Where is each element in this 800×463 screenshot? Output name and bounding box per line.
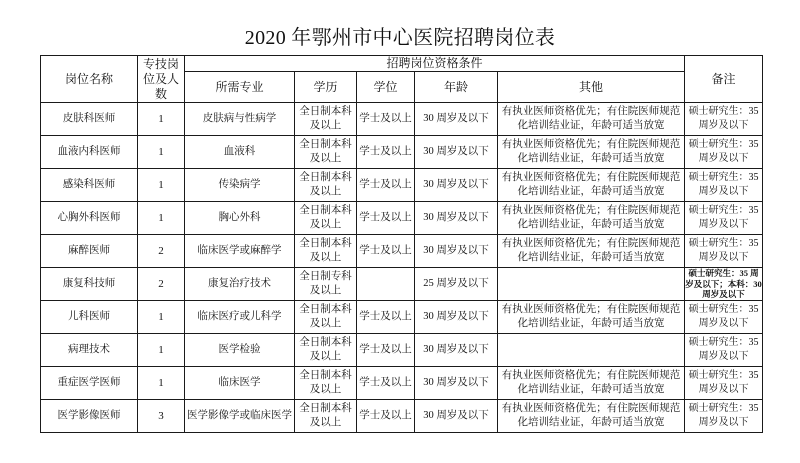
cell-major: 皮肤病与性病学 [185, 103, 295, 136]
cell-count: 1 [138, 202, 185, 235]
cell-education: 全日制本科及以上 [295, 334, 357, 367]
cell-other: 有执业医师资格优先；有住院医师规范化培训结业证，年龄可适当放宽 [498, 400, 685, 433]
header-degree: 学位 [357, 72, 415, 103]
cell-position: 心胸外科医师 [41, 202, 138, 235]
table-row [41, 400, 763, 433]
cell-age: 30 周岁及以下 [415, 334, 498, 367]
cell-count: 1 [138, 103, 185, 136]
cell-other: 有执业医师资格优先；有住院医师规范化培训结业证，年龄可适当放宽 [498, 103, 685, 136]
cell-other: 有执业医师资格优先；有住院医师规范化培训结业证，年龄可适当放宽 [498, 235, 685, 268]
cell-age: 25 周岁及以下 [415, 268, 498, 301]
cell-other-empty [498, 268, 685, 301]
table-row [41, 334, 763, 367]
recruitment-table [40, 55, 763, 433]
cell-education: 全日制本科及以上 [295, 400, 357, 433]
cell-other: 有执业医师资格优先；有住院医师规范化培训结业证，年龄可适当放宽 [498, 136, 685, 169]
header-conditions: 招聘岗位资格条件 [185, 56, 685, 72]
cell-other: 有执业医师资格优先；有住院医师规范化培训结业证，年龄可适当放宽 [498, 301, 685, 334]
cell-position: 感染科医师 [41, 169, 138, 202]
table-row [41, 103, 763, 136]
cell-degree: 学士及以上 [357, 334, 415, 367]
cell-degree: 学士及以上 [357, 103, 415, 136]
cell-position: 康复科技师 [41, 268, 138, 301]
cell-major: 传染病学 [185, 169, 295, 202]
cell-remark: 硕士研究生：35 周岁及以下 [685, 235, 763, 268]
cell-remark: 硕士研究生：35 周岁及以下 [685, 169, 763, 202]
cell-count: 1 [138, 367, 185, 400]
cell-remark: 硕士研究生：35 周岁及以下 [685, 136, 763, 169]
cell-education: 全日制本科及以上 [295, 103, 357, 136]
cell-degree-empty [357, 268, 415, 301]
header-remark: 备注 [685, 56, 763, 103]
cell-education: 全日制本科及以上 [295, 202, 357, 235]
cell-major: 医学影像学或临床医学 [185, 400, 295, 433]
cell-age: 30 周岁及以下 [415, 301, 498, 334]
cell-other: 有执业医师资格优先；有住院医师规范化培训结业证，年龄可适当放宽 [498, 367, 685, 400]
cell-remark: 硕士研究生：35 周岁及以下 [685, 202, 763, 235]
cell-major: 血液科 [185, 136, 295, 169]
cell-degree: 学士及以上 [357, 136, 415, 169]
cell-count: 3 [138, 400, 185, 433]
header-count: 专技岗位及人数 [138, 56, 185, 103]
table-row [41, 268, 763, 301]
cell-major: 胸心外科 [185, 202, 295, 235]
cell-major: 康复治疗技术 [185, 268, 295, 301]
cell-age: 30 周岁及以下 [415, 235, 498, 268]
cell-position: 血液内科医师 [41, 136, 138, 169]
cell-major: 医学检验 [185, 334, 295, 367]
cell-education: 全日制专科及以上 [295, 268, 357, 301]
cell-degree: 学士及以上 [357, 301, 415, 334]
header-row [41, 56, 763, 72]
cell-major: 临床医学或麻醉学 [185, 235, 295, 268]
cell-position: 儿科医师 [41, 301, 138, 334]
cell-count: 1 [138, 301, 185, 334]
cell-degree: 学士及以上 [357, 367, 415, 400]
cell-degree: 学士及以上 [357, 400, 415, 433]
cell-degree: 学士及以上 [357, 202, 415, 235]
table-row [41, 136, 763, 169]
table-row [41, 367, 763, 400]
page-title: 2020 年鄂州市中心医院招聘岗位表 [244, 27, 556, 49]
header-major: 所需专业 [185, 72, 295, 103]
cell-other: 有执业医师资格优先；有住院医师规范化培训结业证，年龄可适当放宽 [498, 169, 685, 202]
cell-remark: 硕士研究生：35 周岁及以下 [685, 367, 763, 400]
cell-education: 全日制本科及以上 [295, 367, 357, 400]
cell-education: 全日制本科及以上 [295, 136, 357, 169]
table-row [41, 235, 763, 268]
cell-education: 全日制本科及以上 [295, 301, 357, 334]
header-age: 年龄 [415, 72, 498, 103]
table-body [41, 103, 763, 433]
cell-age: 30 周岁及以下 [415, 103, 498, 136]
cell-position: 皮肤科医师 [41, 103, 138, 136]
header-education: 学历 [295, 72, 357, 103]
cell-major: 临床医疗或儿科学 [185, 301, 295, 334]
cell-remark: 硕士研究生：35 周岁及以下 [685, 400, 763, 433]
cell-age: 30 周岁及以下 [415, 136, 498, 169]
cell-age: 30 周岁及以下 [415, 367, 498, 400]
cell-other-empty [498, 334, 685, 367]
cell-position: 病理技术 [41, 334, 138, 367]
cell-count: 2 [138, 268, 185, 301]
table-row [41, 169, 763, 202]
cell-age: 30 周岁及以下 [415, 169, 498, 202]
cell-major: 临床医学 [185, 367, 295, 400]
header-other: 其他 [498, 72, 685, 103]
cell-degree: 学士及以上 [357, 235, 415, 268]
cell-position: 麻醉医师 [41, 235, 138, 268]
cell-position: 重症医学医师 [41, 367, 138, 400]
cell-count: 1 [138, 136, 185, 169]
cell-education: 全日制本科及以上 [295, 235, 357, 268]
table-row [41, 301, 763, 334]
cell-count: 2 [138, 235, 185, 268]
cell-remark: 硕士研究生：35 周岁及以下 [685, 103, 763, 136]
table-row [41, 202, 763, 235]
header-position: 岗位名称 [41, 56, 138, 103]
cell-count: 1 [138, 334, 185, 367]
cell-education: 全日制本科及以上 [295, 169, 357, 202]
cell-degree: 学士及以上 [357, 169, 415, 202]
cell-age: 30 周岁及以下 [415, 400, 498, 433]
cell-age: 30 周岁及以下 [415, 202, 498, 235]
cell-remark: 硕士研究生：35 周岁及以下 [685, 301, 763, 334]
cell-position: 医学影像医师 [41, 400, 138, 433]
cell-remark: 硕士研究生：35 周岁及以下；本科：30 周岁及以下 [685, 268, 762, 300]
cell-count: 1 [138, 169, 185, 202]
table-header [41, 56, 763, 103]
cell-other: 有执业医师资格优先；有住院医师规范化培训结业证，年龄可适当放宽 [498, 202, 685, 235]
cell-remark: 硕士研究生：35 周岁及以下 [685, 334, 763, 367]
